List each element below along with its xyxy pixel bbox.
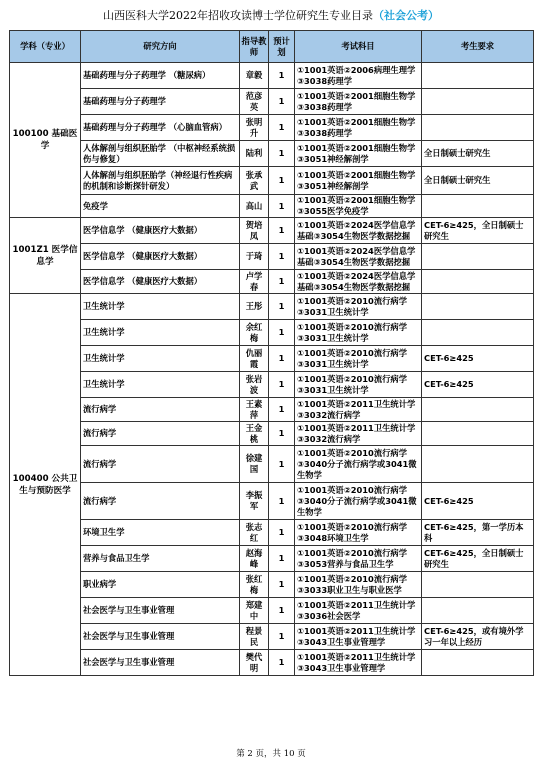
exams-cell: ①1001英语②2011卫生统计学 ③3032流行病学 bbox=[295, 422, 422, 446]
teacher-cell: 张承武 bbox=[240, 167, 269, 195]
teacher-cell: 王素萍 bbox=[240, 398, 269, 422]
requirement-cell bbox=[422, 398, 534, 422]
plan-cell: 1 bbox=[269, 483, 295, 520]
plan-cell: 1 bbox=[269, 520, 295, 546]
table-row bbox=[10, 89, 534, 115]
header-requirement: 考生要求 bbox=[422, 31, 534, 63]
direction-cell: 社会医学与卫生事业管理 bbox=[81, 598, 240, 624]
requirement-cell: 全日制硕士研究生 bbox=[422, 167, 534, 195]
table-row bbox=[10, 346, 534, 372]
table-row bbox=[10, 218, 534, 244]
teacher-cell: 王彤 bbox=[240, 294, 269, 320]
teacher-cell: 李振军 bbox=[240, 483, 269, 520]
exams-cell: ①1001英语②2010流行病学 ③3031卫生统计学 bbox=[295, 320, 422, 346]
requirement-cell bbox=[422, 270, 534, 294]
teacher-cell: 赵海峰 bbox=[240, 546, 269, 572]
exams-cell: ①1001英语②2011卫生统计学 ③3043卫生事业管理学 bbox=[295, 650, 422, 676]
header-exams: 考试科目 bbox=[295, 31, 422, 63]
table-row bbox=[10, 650, 534, 676]
exams-cell: ①1001英语②2010流行病学 ③3040分子流行病学或3041微生物学 bbox=[295, 446, 422, 483]
direction-cell: 人体解剖与组织胚胎学 （中枢神经系统损伤与修复） bbox=[81, 141, 240, 167]
teacher-cell: 卢学春 bbox=[240, 270, 269, 294]
subject-cell: 100100 基础医学 bbox=[10, 63, 81, 218]
teacher-cell: 张红梅 bbox=[240, 572, 269, 598]
direction-cell: 流行病学 bbox=[81, 483, 240, 520]
table-row bbox=[10, 572, 534, 598]
direction-cell: 职业病学 bbox=[81, 572, 240, 598]
header-teacher: 指导教师 bbox=[240, 31, 269, 63]
exams-cell: ①1001英语②2011卫生统计学 ③3043卫生事业管理学 bbox=[295, 624, 422, 650]
table-row bbox=[10, 446, 534, 483]
header-direction: 研究方向 bbox=[81, 31, 240, 63]
table-row bbox=[10, 195, 534, 218]
exams-cell: ①1001英语②2001细胞生物学 ③3051神经解剖学 bbox=[295, 167, 422, 195]
page-footer: 第 2 页，共 10 页 bbox=[236, 749, 306, 759]
exams-cell: ①1001英语②2010流行病学 ③3031卫生统计学 bbox=[295, 346, 422, 372]
table-row bbox=[10, 270, 534, 294]
requirement-cell bbox=[422, 446, 534, 483]
requirement-cell: CET-6≥425 bbox=[422, 346, 534, 372]
teacher-cell: 于琦 bbox=[240, 244, 269, 270]
requirement-cell bbox=[422, 294, 534, 320]
plan-cell: 1 bbox=[269, 598, 295, 624]
exams-cell: ①1001英语②2010流行病学 ③3033职业卫生与职业医学 bbox=[295, 572, 422, 598]
requirement-cell bbox=[422, 89, 534, 115]
catalog-table bbox=[9, 30, 534, 676]
exams-cell: ①1001英语②2024医学信息学基础③3054生物医学数据挖掘 bbox=[295, 244, 422, 270]
requirement-cell bbox=[422, 115, 534, 141]
requirement-cell: CET-6≥425，第一学历本科 bbox=[422, 520, 534, 546]
table-row bbox=[10, 63, 534, 89]
teacher-cell: 章毅 bbox=[240, 63, 269, 89]
header-subject: 学科（专业） bbox=[10, 31, 81, 63]
table-row bbox=[10, 294, 534, 320]
table-row bbox=[10, 520, 534, 546]
requirement-cell: CET-6≥425 bbox=[422, 372, 534, 398]
exams-cell: ①1001英语②2024医学信息学基础③3054生物医学数据挖掘 bbox=[295, 218, 422, 244]
direction-cell: 免疫学 bbox=[81, 195, 240, 218]
plan-cell: 1 bbox=[269, 218, 295, 244]
requirement-cell bbox=[422, 650, 534, 676]
plan-cell: 1 bbox=[269, 294, 295, 320]
teacher-cell: 张明升 bbox=[240, 115, 269, 141]
requirement-cell bbox=[422, 63, 534, 89]
table-row bbox=[10, 546, 534, 572]
plan-cell: 1 bbox=[269, 89, 295, 115]
table-header bbox=[10, 31, 534, 63]
direction-cell: 营养与食品卫生学 bbox=[81, 546, 240, 572]
table-row bbox=[10, 483, 534, 520]
exams-cell: ①1001英语②2001细胞生物学 ③3038药理学 bbox=[295, 115, 422, 141]
requirement-cell bbox=[422, 572, 534, 598]
direction-cell: 流行病学 bbox=[81, 398, 240, 422]
requirement-cell bbox=[422, 195, 534, 218]
direction-cell: 流行病学 bbox=[81, 422, 240, 446]
plan-cell: 1 bbox=[269, 346, 295, 372]
plan-cell: 1 bbox=[269, 167, 295, 195]
direction-cell: 基础药理与分子药理学 （糖尿病） bbox=[81, 63, 240, 89]
plan-cell: 1 bbox=[269, 650, 295, 676]
table-row bbox=[10, 398, 534, 422]
exams-cell: ①1001英语②2010流行病学 ③3048环境卫生学 bbox=[295, 520, 422, 546]
plan-cell: 1 bbox=[269, 572, 295, 598]
table-row bbox=[10, 141, 534, 167]
exams-cell: ①1001英语②2001细胞生物学 ③3055医学免疫学 bbox=[295, 195, 422, 218]
plan-cell: 1 bbox=[269, 446, 295, 483]
exams-cell: ①1001英语②2010流行病学 ③3053营养与食品卫生学 bbox=[295, 546, 422, 572]
direction-cell: 卫生统计学 bbox=[81, 372, 240, 398]
exams-cell: ①1001英语②2006病理生理学 ③3038药理学 bbox=[295, 63, 422, 89]
plan-cell: 1 bbox=[269, 115, 295, 141]
direction-cell: 环境卫生学 bbox=[81, 520, 240, 546]
plan-cell: 1 bbox=[269, 63, 295, 89]
direction-cell: 基础药理与分子药理学 （心脑血管病） bbox=[81, 115, 240, 141]
table-body bbox=[10, 63, 534, 676]
table-row bbox=[10, 372, 534, 398]
teacher-cell: 郑建中 bbox=[240, 598, 269, 624]
exams-cell: ①1001英语②2001细胞生物学 ③3038药理学 bbox=[295, 89, 422, 115]
exams-cell: ①1001英语②2001细胞生物学 ③3051神经解剖学 bbox=[295, 141, 422, 167]
table-row bbox=[10, 167, 534, 195]
requirement-cell: CET-6≥425，或有境外学习一年以上经历 bbox=[422, 624, 534, 650]
header-plan: 预计划 bbox=[269, 31, 295, 63]
direction-cell: 医学信息学 （健康医疗大数据） bbox=[81, 270, 240, 294]
requirement-cell bbox=[422, 422, 534, 446]
direction-cell: 基础药理与分子药理学 bbox=[81, 89, 240, 115]
requirement-cell bbox=[422, 244, 534, 270]
requirement-cell bbox=[422, 598, 534, 624]
subject-cell: 100400 公共卫生与预防医学 bbox=[10, 294, 81, 676]
requirement-cell: 全日制硕士研究生 bbox=[422, 141, 534, 167]
teacher-cell: 王金桃 bbox=[240, 422, 269, 446]
teacher-cell: 范彦英 bbox=[240, 89, 269, 115]
title-accent: （社会公考） bbox=[373, 9, 439, 22]
page-title bbox=[0, 6, 542, 26]
direction-cell: 流行病学 bbox=[81, 446, 240, 483]
exams-cell: ①1001英语②2010流行病学 ③3040分子流行病学或3041微生物学 bbox=[295, 483, 422, 520]
plan-cell: 1 bbox=[269, 141, 295, 167]
requirement-cell: CET-6≥425，全日制硕士研究生 bbox=[422, 546, 534, 572]
direction-cell: 社会医学与卫生事业管理 bbox=[81, 650, 240, 676]
direction-cell: 卫生统计学 bbox=[81, 294, 240, 320]
teacher-cell: 徐建国 bbox=[240, 446, 269, 483]
teacher-cell: 张岩波 bbox=[240, 372, 269, 398]
teacher-cell: 樊代明 bbox=[240, 650, 269, 676]
teacher-cell: 程景民 bbox=[240, 624, 269, 650]
title-main: 山西医科大学2022年招收攻读博士学位研究生专业目录 bbox=[103, 9, 373, 22]
table-row bbox=[10, 320, 534, 346]
teacher-cell: 贺培凤 bbox=[240, 218, 269, 244]
direction-cell: 人体解剖与组织胚胎学（神经退行性疾病的机制和诊断探针研发） bbox=[81, 167, 240, 195]
direction-cell: 医学信息学 （健康医疗大数据） bbox=[81, 218, 240, 244]
plan-cell: 1 bbox=[269, 244, 295, 270]
table-row bbox=[10, 115, 534, 141]
table-row bbox=[10, 244, 534, 270]
teacher-cell: 陆利 bbox=[240, 141, 269, 167]
teacher-cell: 高山 bbox=[240, 195, 269, 218]
plan-cell: 1 bbox=[269, 270, 295, 294]
plan-cell: 1 bbox=[269, 624, 295, 650]
plan-cell: 1 bbox=[269, 398, 295, 422]
exams-cell: ①1001英语②2011卫生统计学 ③3032流行病学 bbox=[295, 398, 422, 422]
exams-cell: ①1001英语②2010流行病学 ③3031卫生统计学 bbox=[295, 294, 422, 320]
requirement-cell bbox=[422, 320, 534, 346]
requirement-cell: CET-6≥425 bbox=[422, 483, 534, 520]
requirement-cell: CET-6≥425，全日制硕士研究生 bbox=[422, 218, 534, 244]
table-row bbox=[10, 422, 534, 446]
direction-cell: 社会医学与卫生事业管理 bbox=[81, 624, 240, 650]
plan-cell: 1 bbox=[269, 422, 295, 446]
direction-cell: 卫生统计学 bbox=[81, 346, 240, 372]
plan-cell: 1 bbox=[269, 372, 295, 398]
table-row bbox=[10, 598, 534, 624]
teacher-cell: 仇丽霞 bbox=[240, 346, 269, 372]
plan-cell: 1 bbox=[269, 320, 295, 346]
plan-cell: 1 bbox=[269, 195, 295, 218]
table-row bbox=[10, 624, 534, 650]
direction-cell: 医学信息学 （健康医疗大数据） bbox=[81, 244, 240, 270]
exams-cell: ①1001英语②2011卫生统计学 ③3036社会医学 bbox=[295, 598, 422, 624]
exams-cell: ①1001英语②2024医学信息学基础③3054生物医学数据挖掘 bbox=[295, 270, 422, 294]
plan-cell: 1 bbox=[269, 546, 295, 572]
subject-cell: 1001Z1 医学信息学 bbox=[10, 218, 81, 294]
exams-cell: ①1001英语②2010流行病学 ③3031卫生统计学 bbox=[295, 372, 422, 398]
teacher-cell: 余红梅 bbox=[240, 320, 269, 346]
teacher-cell: 张志红 bbox=[240, 520, 269, 546]
direction-cell: 卫生统计学 bbox=[81, 320, 240, 346]
